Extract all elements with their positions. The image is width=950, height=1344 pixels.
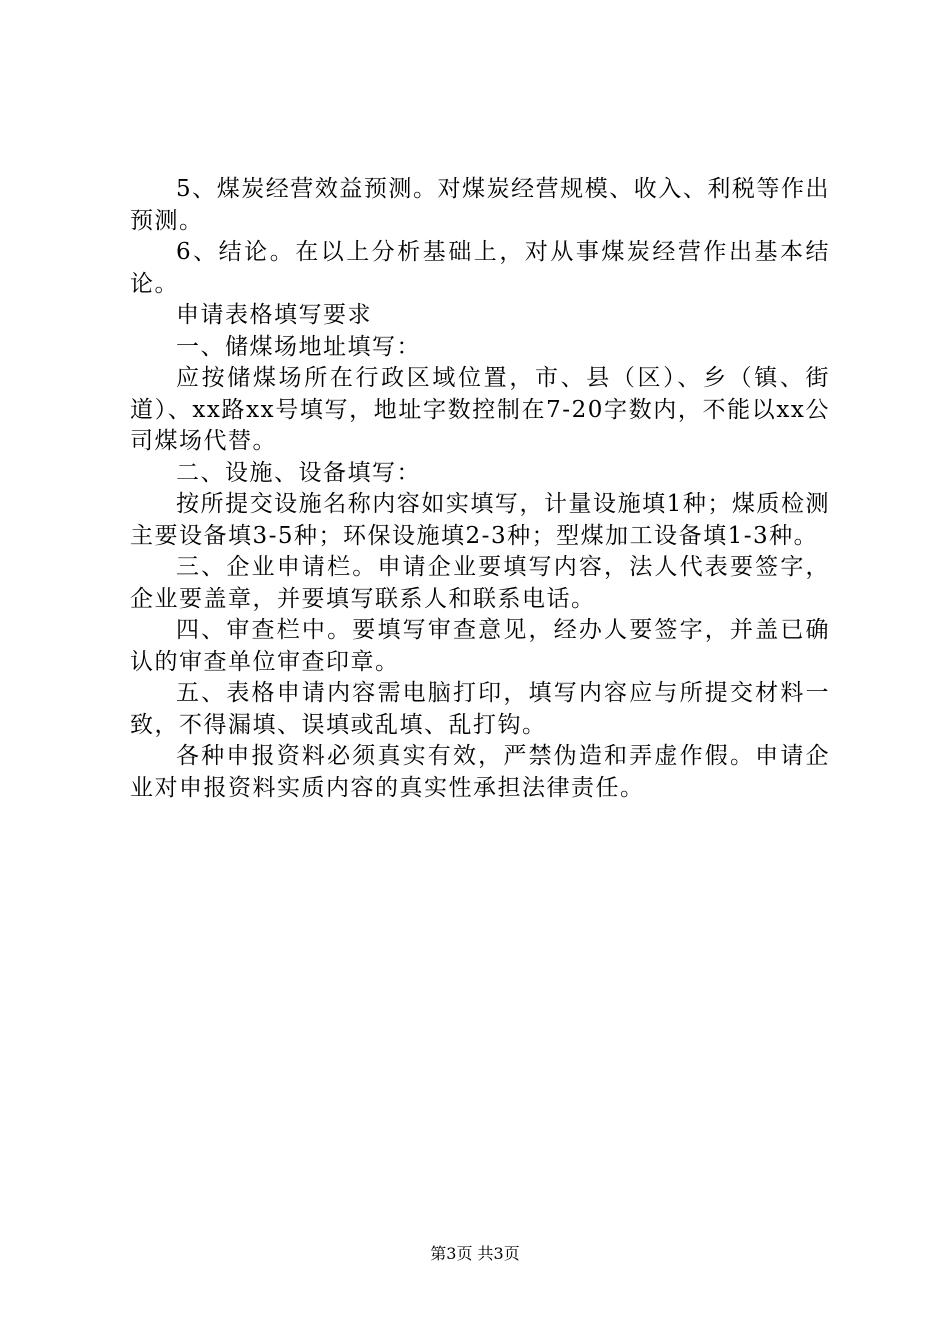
document-body [130, 174, 830, 804]
paragraph-review-column: 四、审查栏中。要填写审查意见，经办人要签字，并盖已确认的审查单位审查印章。 [130, 617, 830, 675]
paragraph-conclusion: 6、结论。在以上分析基础上，对从事煤炭经营作出基本结论。 [130, 239, 830, 297]
paragraph-authenticity: 各种申报资料必须真实有效，严禁伪造和弄虚作假。申请企业对申报资料实质内容的真实性承担法律责任。 [130, 743, 830, 801]
section-heading-form-requirements: 申请表格填写要求 [176, 302, 372, 328]
paragraph-address-rules: 应按储煤场所在行政区域位置，市、县（区）、乡（镇、街道）、xx路xx号填写，地址字数控制在7-20字数内，不能以xx公司煤场代替。 [130, 365, 830, 454]
section-heading-address: 一、储煤场地址填写： [176, 333, 421, 360]
paragraph-enterprise-application: 三、企业申请栏。申请企业要填写内容，法人代表要签字，企业要盖章，并要填写联系人和联系电话。 [130, 554, 830, 612]
section-heading-facilities: 二、设施、设备填写： [176, 459, 421, 486]
page-footer: 第3页 共3页 [430, 1244, 520, 1263]
paragraph-print-requirements: 五、表格申请内容需电脑打印，填写内容应与所提交材料一致，不得漏填、误填或乱填、乱打钩。 [130, 680, 830, 738]
paragraph-benefit-forecast: 5、煤炭经营效益预测。对煤炭经营规模、收入、利税等作出预测。 [130, 176, 830, 234]
paragraph-facilities-rules: 按所提交设施名称内容如实填写，计量设施填1种；煤质检测主要设备填3-5种；环保设施填2-3种；型煤加工设备填1-3种。 [130, 491, 830, 549]
